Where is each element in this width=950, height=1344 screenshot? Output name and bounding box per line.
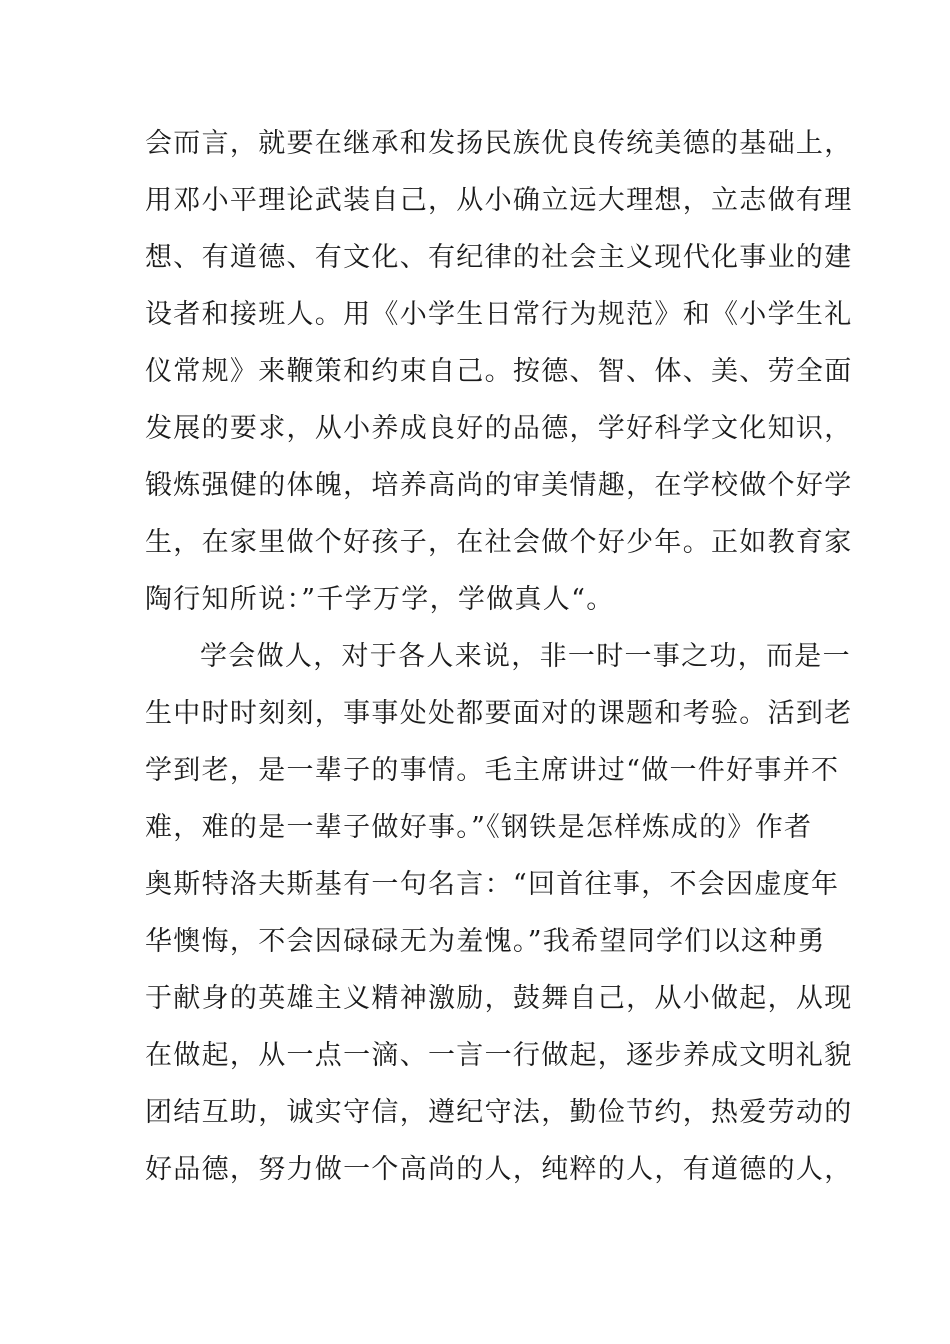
text-line: 陶行知所说：”千学万学，学做真人“。 [145,584,615,615]
text-line: 锻炼强健的体魄，培养高尚的审美情趣，在学校做个好学 [145,470,853,501]
text-line: 于献身的英雄主义精神激励，鼓舞自己，从小做起，从现 [145,983,853,1014]
text-line: 奥斯特洛夫斯基有一句名言：“回首往事，不会因虚度年 [145,869,840,900]
text-line: 学到老，是一辈子的事情。毛主席讲过“做一件好事并不 [145,755,840,786]
text-line: 在做起，从一点一滴、一言一行做起，逐步养成文明礼貌 [145,1040,853,1071]
text-line: 团结互助，诚实守信，遵纪守法，勤俭节约，热爱劳动的 [145,1097,853,1128]
text-line: 想、有道德、有文化、有纪律的社会主义现代化事业的建 [145,242,853,273]
text-line: 会而言，就要在继承和发扬民族优良传统美德的基础上， [145,128,853,159]
text-line: 设者和接班人。用《小学生日常行为规范》和《小学生礼 [145,299,853,330]
text-line: 好品德，努力做一个高尚的人，纯粹的人，有道德的人， [145,1154,853,1185]
text-line: 仪常规》来鞭策和约束自己。按德、智、体、美、劳全面 [145,356,853,387]
text-line: 生，在家里做个好孩子，在社会做个好少年。正如教育家 [145,527,853,558]
text-line: 华懊悔，不会因碌碌无为羞愧。”我希望同学们以这种勇 [145,926,826,957]
paragraph-first-line: 学会做人，对于各人来说，非一时一事之功，而是一 [200,641,851,672]
text-line: 难，难的是一辈子做好事。”《钢铁是怎样炼成的》作者 [145,812,813,843]
text-line: 发展的要求，从小养成良好的品德，学好科学文化知识， [145,413,853,444]
text-line: 生中时时刻刻，事事处处都要面对的课题和考验。活到老 [145,698,853,729]
text-line: 用邓小平理论武装自己，从小确立远大理想，立志做有理 [145,185,853,216]
